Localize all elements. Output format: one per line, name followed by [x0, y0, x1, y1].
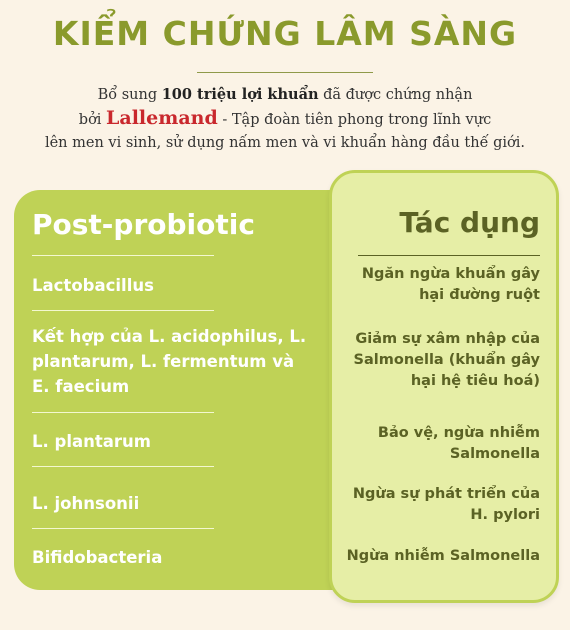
intro-text	[30, 83, 540, 155]
title-divider	[197, 72, 373, 73]
left-divider	[32, 255, 214, 256]
effect-item: Bảo vệ, ngừa nhiễm Salmonella	[377, 425, 540, 462]
strain-item: Kết hợp của L. acidophilus, L. plantarum, L. fermentum và E. faecium	[32, 327, 307, 396]
strain-item: Bifidobacteria	[32, 548, 163, 567]
strain-item: L. plantarum	[32, 432, 151, 451]
intro-highlight: 100 triệu lợi khuẩn	[161, 86, 319, 103]
left-divider	[32, 310, 214, 311]
strain-item: L. johnsonii	[32, 494, 140, 513]
effect-item: Ngừa nhiễm Salmonella	[346, 548, 540, 564]
intro-line-3: lên men vi sinh, sử dụng nấm men và vi khuẩn hàng đầu thế giới.	[44, 135, 526, 151]
left-divider	[32, 412, 214, 413]
post-probiotic-heading: Post-probiotic	[32, 208, 255, 241]
intro-prefix: Bổ sung	[97, 87, 162, 103]
effects-heading: Tác dụng	[399, 206, 540, 239]
intro-by: bởi	[78, 112, 107, 128]
strain-item: Lactobacillus	[32, 276, 154, 295]
effect-item: Giảm sự xâm nhập của Salmonella (khuẩn gây hại hệ tiêu hoá)	[353, 331, 540, 389]
effect-item: Ngăn ngừa khuẩn gây hại đường ruột	[361, 266, 540, 303]
right-divider	[358, 255, 540, 256]
effect-item: Ngừa sự phát triển của H. pylori	[352, 486, 540, 523]
intro-rest: - Tập đoàn tiên phong trong lĩnh vực	[217, 112, 492, 128]
brand-name: Lallemand	[106, 107, 218, 129]
left-divider	[32, 466, 214, 467]
page-title: KIỂM CHỨNG LÂM SÀNG	[52, 14, 518, 53]
intro-middle: đã được chứng nhận	[318, 87, 473, 103]
left-divider	[32, 528, 214, 529]
